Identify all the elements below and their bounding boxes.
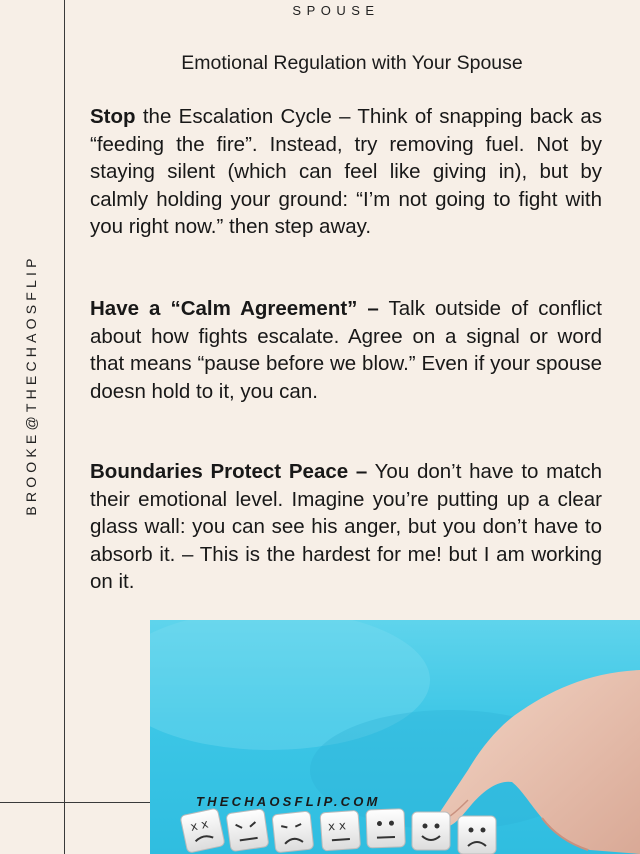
- section-body: You don’t have to match their emotional level. Imagine you’re putting up a clear glass wall: you can see his anger, but you don’t have to absorb it. – This is the hardest for me! but I am working on it.: [90, 460, 602, 593]
- section-heading: Boundaries Protect Peace –: [90, 460, 368, 483]
- emotion-cubes-row: [180, 808, 496, 854]
- svg-text:x x: x x: [189, 816, 210, 834]
- category-label: [0, 3, 640, 18]
- emotion-cubes-photo: [150, 620, 640, 854]
- section-body: Talk outside of conflict about how fights escalate. Agree on a signal or word that means “pause before we blow.” Even if your spouse doesn hold to it, you can.: [90, 297, 603, 403]
- section-heading: Have a “Calm Agreement” –: [90, 297, 379, 320]
- emotion-cubes-illustration: [150, 620, 640, 854]
- svg-text:x x: x x: [327, 818, 347, 834]
- footer-website[interactable]: THECHAOSFLIP.COM: [196, 794, 381, 809]
- section-body: the Escalation Cycle – Think of snapping back as “feeding the fire”. Instead, try removing fuel. Not by staying silent (which can feel like giving in), but by calmly holding your ground: “I’m not going to fight with you right now.” then step away.: [90, 105, 602, 238]
- category-text: SPOUSE: [292, 3, 380, 18]
- sidebar-handle: BROOKE@THECHAOSFLIP: [23, 254, 39, 516]
- section-calm-agreement: [90, 295, 602, 405]
- section-stop-escalation: [90, 103, 602, 241]
- section-boundaries: [90, 458, 602, 596]
- section-heading: Stop: [90, 105, 136, 128]
- page-title: Emotional Regulation with Your Spouse: [181, 52, 523, 74]
- vertical-rule: [64, 0, 65, 854]
